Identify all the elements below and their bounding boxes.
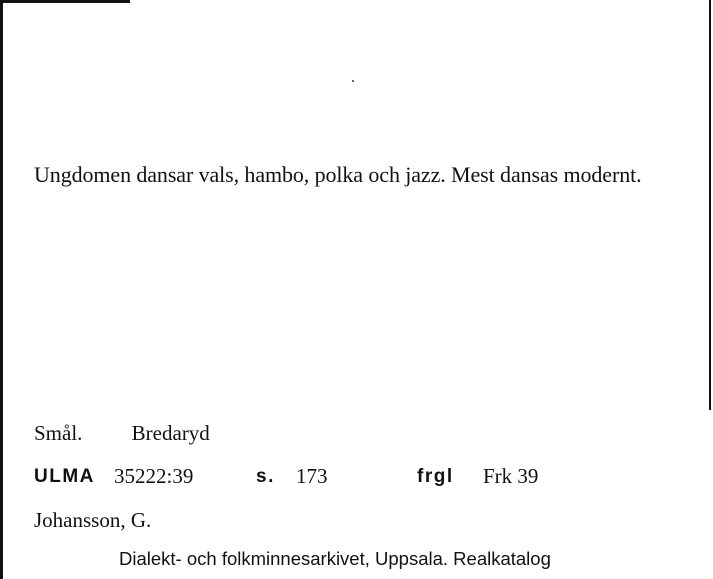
archive-label: ULMA xyxy=(34,466,95,487)
scan-edge-right xyxy=(709,0,711,410)
informant-name: Johansson, G. xyxy=(34,508,152,532)
informant-row xyxy=(34,508,151,533)
questionnaire-label: frgl xyxy=(417,466,454,487)
card-body-text: Ungdomen dansar vals, hambo, polka och jazz. Mest dansas modernt. xyxy=(34,162,642,187)
parish-label: Bredaryd xyxy=(131,421,210,445)
landscape-label: Smål. xyxy=(34,421,83,445)
page-label: s. xyxy=(256,466,275,487)
archive-footer: Dialekt- och folkminnesarkivet, Uppsala. Realkatalog xyxy=(119,548,551,569)
place-row xyxy=(34,421,210,446)
archive-number: 35222:39 xyxy=(114,464,194,488)
questionnaire-value: Frk 39 xyxy=(483,464,539,488)
scan-edge-left xyxy=(0,0,3,579)
scan-edge-top xyxy=(0,0,130,3)
reference-row xyxy=(34,464,634,494)
page-number: 173 xyxy=(296,464,328,488)
scan-speck xyxy=(352,80,354,82)
